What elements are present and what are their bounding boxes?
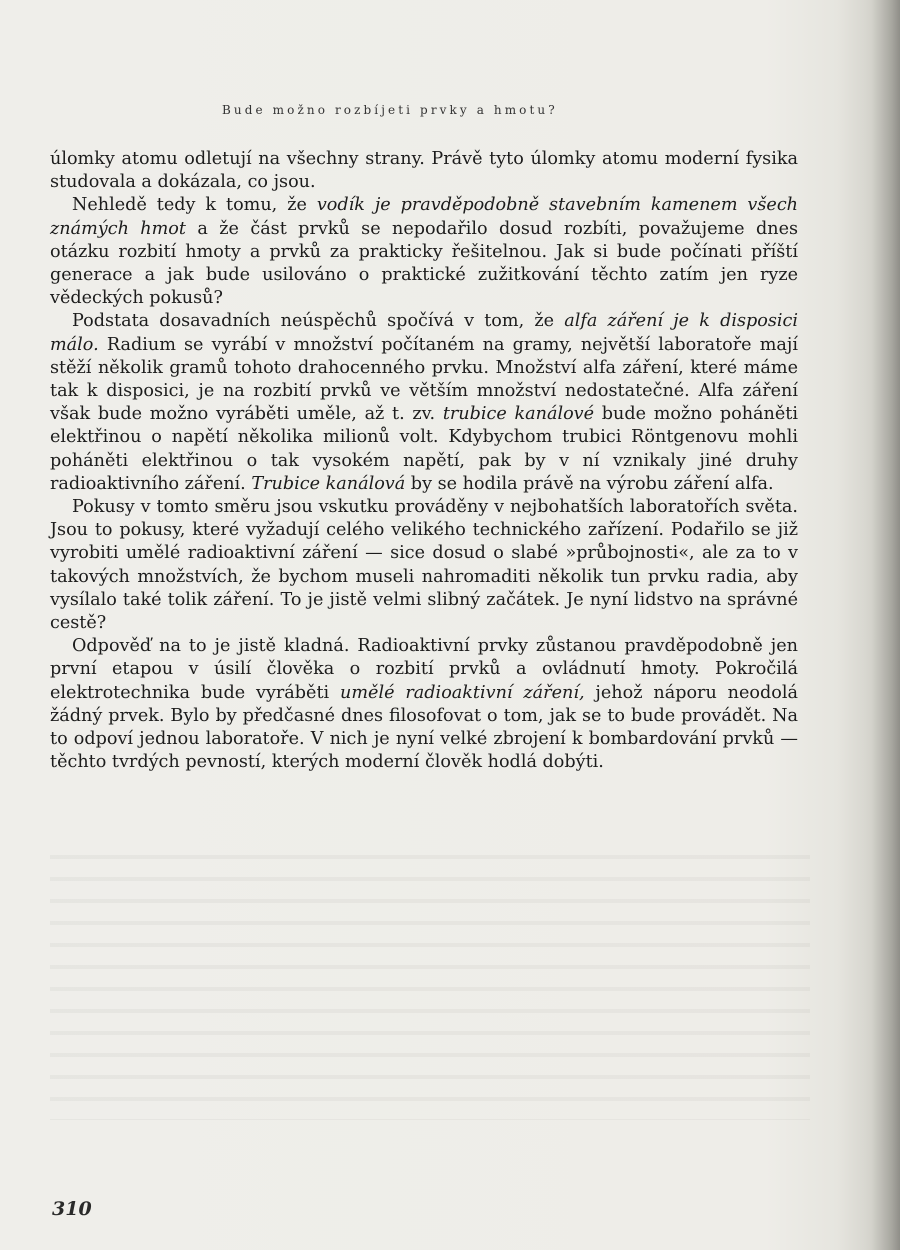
italic-text: alfa záření je k disposici málo.: [50, 311, 798, 355]
text-segment: Odpověď na to je jistě kladná. Radioaktivní prvky zůstanou pravděpodobně jen první etapou v úsilí člověka o rozbití prvků a ovládnutí hmoty. Pokročilá elektrotechnika bude vyráběti: [50, 636, 798, 703]
italic-text: trubice kanálové: [442, 404, 595, 425]
text-segment: úlomky atomu odletují na všechny strany. Právě tyto úlomky atomu moderní fysika studovala a dokázala, co jsou.: [50, 149, 798, 193]
paragraph: [50, 148, 798, 194]
italic-text: Trubice kanálová: [251, 473, 406, 494]
text-segment: Radium se vyrábí v množství počítaném na gramy, největší laboratoře mají stěží několik gramů tohoto drahocenného prvku. Množství alfa záření, které máme tak k disposici, je na rozbití prvků ve větším množství nedostatečné. Alfa záření však bude možno vyráběti uměle, až t. zv.: [50, 334, 798, 425]
text-segment: by se hodila právě na výrobu záření alfa.: [405, 473, 774, 494]
paragraph: [50, 194, 798, 310]
italic-text: umělé radioaktivní záření,: [340, 682, 585, 703]
text-segment: a že část prvků se nepodařilo dosud rozbíti, považujeme dnes otázku rozbití hmoty a prvků za prakticky řešitelnou. Jak si bude počínati příští generace a jak bude usilováno o praktické zužitkování těchto zatím jen ryze vědeckých pokusů?: [50, 218, 799, 309]
page-number: 310: [52, 1198, 92, 1220]
paragraph: [50, 635, 798, 774]
paragraph: [50, 496, 798, 635]
running-head: Bude možno rozbíjeti prvky a hmotu?: [222, 103, 558, 117]
text-segment: jehož náporu neodolá žádný prvek. Bylo by předčasné dnes filosofovat o tom, jak se to bude provádět. Na to odpoví jednou laboratoře. V nich je nyní velké zbrojení k bombardování prvků — těchto tvrdých pevností, kterých moderní člověk hodlá dobýti.: [50, 682, 798, 773]
body-text: [50, 148, 798, 774]
text-segment: Pokusy v tomto směru jsou vskutku prováděny v nejbohatších laboratořích světa. Jsou to pokusy, které vyžadují celého velikého technického zařízení. Podařilo se již vyrobiti umělé radioaktivní záření — sice dosud o slabé »průbojnosti«, ale za to v takových množstvích, že bychom museli nahromaditi několik tun prvku radia, aby vysílalo také tolik záření. To je jistě velmi slibný začátek. Je nyní lidstvo na správné cestě?: [50, 497, 798, 634]
text-segment: Nehledě tedy k tomu, že: [72, 195, 317, 216]
italic-text: vodík je pravděpodobně stavebním kamenem všech známých hmot: [50, 195, 798, 239]
show-through-text: [50, 840, 810, 1120]
text-segment: bude možno poháněti elektřinou o napětí několika milionů volt. Kdybychom trubici Röntgenovu mohli poháněti elektřinou o tak vysokém napětí, pak by v ní vznikaly jiné druhy radioaktivního záření.: [50, 404, 798, 494]
paragraph: [50, 310, 798, 496]
text-segment: Podstata dosavadních neúspěchů spočívá v tom, že: [72, 311, 565, 332]
book-spine-shadow: [872, 0, 900, 1250]
